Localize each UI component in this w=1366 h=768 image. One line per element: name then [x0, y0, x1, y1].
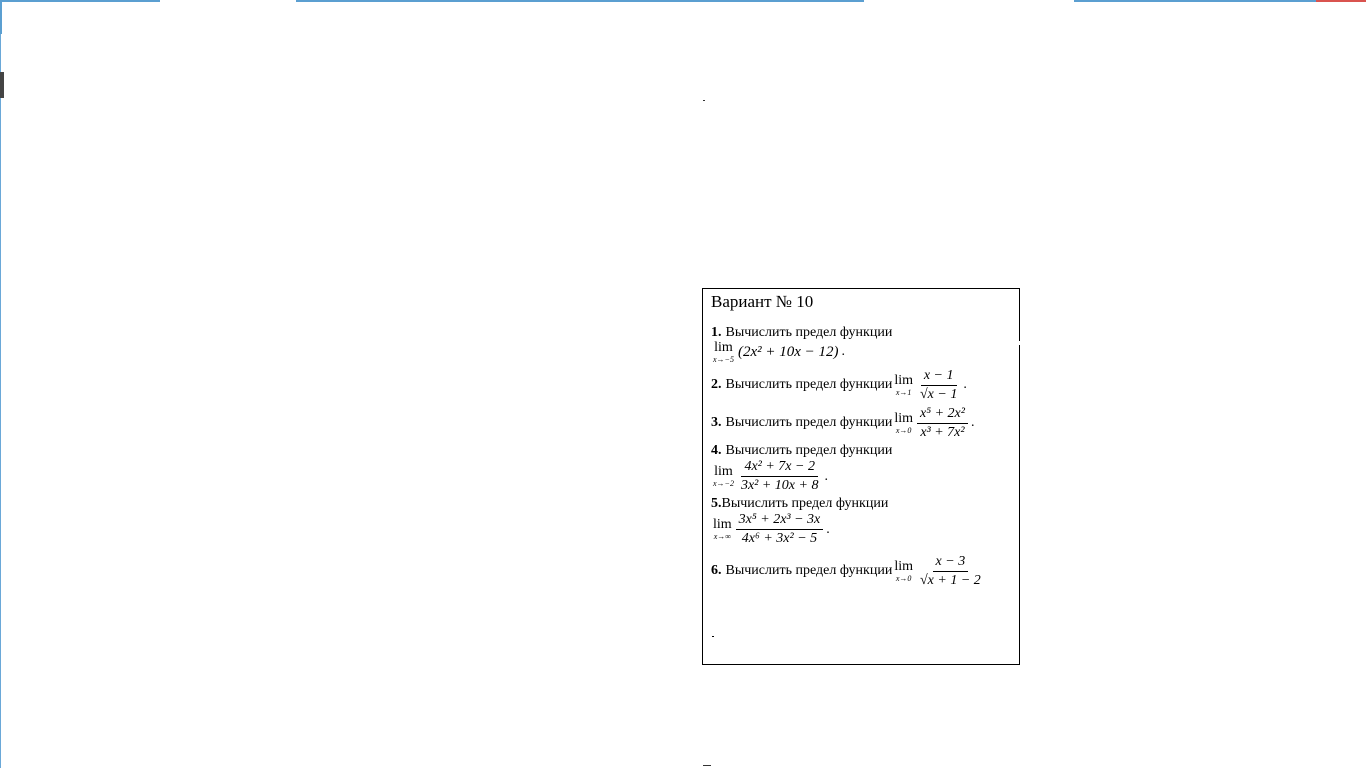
- trailing-dot: [712, 636, 714, 637]
- lim-operator: lim x→0: [894, 558, 913, 583]
- task-1: 1. Вычислить предел функции lim x→−5 (2x² + 10x − 12) .: [711, 324, 893, 364]
- task-number: 1.: [711, 324, 722, 340]
- lim-operator: lim x→∞: [713, 517, 732, 542]
- window-edge-left: [0, 34, 1, 768]
- fraction: $\frac{\text{3x⁵ + 2x³ − 3x}}{\text{4x⁶ + 3x² − 5}}$: [736, 512, 824, 547]
- task-3: 3. Вычислить предел функции lim x→0 $\frac{\text{x⁵ + 2x²}}{\text{x³ + 7x²}}$ .: [711, 405, 975, 440]
- window-edge-top: [0, 0, 2, 34]
- page-artifact-dash: [703, 765, 711, 766]
- lim-operator: lim x→−2: [713, 464, 734, 489]
- fraction: $\frac{x - 3}{√x + 1 - 2}$: [919, 553, 981, 588]
- task-4: 4. Вычислить предел функции lim x→−2 $\frac{\text{4x² + 7x − 2}}{\text{3x² + 10x + 8}}$ .: [711, 443, 893, 494]
- task-6: 6. Вычислить предел функции lim x→0 $\frac{x - 3}{√x + 1 - 2}$: [711, 554, 1019, 589]
- toolbar-strip-3: [1074, 0, 1316, 2]
- lim-operator: lim x→1: [894, 372, 913, 397]
- close-strip[interactable]: [1316, 0, 1366, 2]
- fraction: $\frac{\text{4x² + 7x − 2}}{\text{3x² + 10x + 8}}$: [740, 459, 819, 494]
- variant-title: Вариант № 10: [711, 292, 814, 311]
- toolbar-strip-2: [296, 0, 864, 2]
- variant-card: [702, 288, 1020, 665]
- fraction: $\frac{\text{x⁵ + 2x²}}{\text{x³ + 7x²}}$: [917, 406, 968, 441]
- lim-operator: lim x→−5: [713, 339, 734, 364]
- page-artifact-dot: [703, 100, 705, 101]
- scroll-marker[interactable]: [0, 72, 4, 98]
- task-2: 2. Вычислить предел функции lim x→1 $\frac{x - 1}{√x - 1}$ .: [711, 367, 967, 402]
- task-5: 5. Вычислить предел функции lim x→∞ $\frac{\text{3x⁵ + 2x³ − 3x}}{\text{4x⁶ + 3x² − 5}}$ .: [711, 496, 889, 547]
- lim-operator: lim x→0: [894, 410, 913, 435]
- toolbar-strip-1: [0, 0, 160, 2]
- fraction: $\frac{x - 1}{√x - 1}$: [919, 367, 958, 402]
- task-text: Вычислить предел функции: [725, 324, 893, 340]
- limit-expression: (2x² + 10x − 12): [737, 343, 839, 360]
